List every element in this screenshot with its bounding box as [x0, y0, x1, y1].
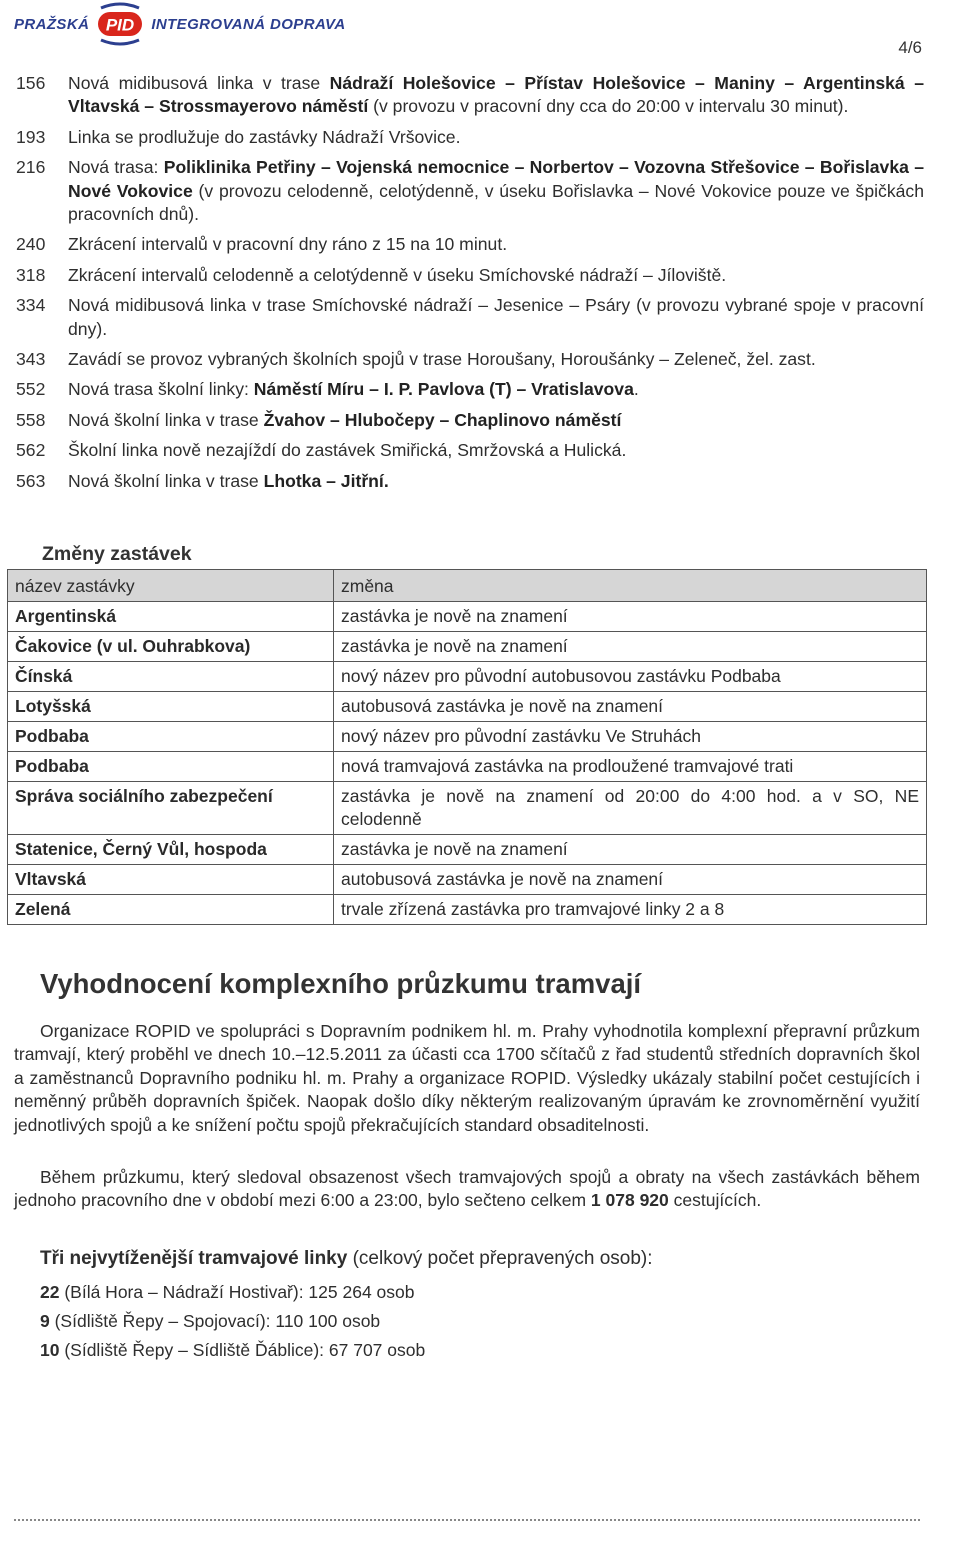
survey-paragraph-2: [14, 1166, 920, 1213]
table-row: [8, 632, 927, 662]
description-text: Nová školní linka v trase: [68, 470, 264, 491]
table-row: [8, 835, 927, 865]
stop-name: Vltavská: [8, 865, 334, 895]
list-item: [40, 1310, 425, 1333]
list-item: [16, 294, 924, 341]
line-number: 552: [16, 379, 46, 400]
line-description: [68, 294, 924, 341]
header-left-text: PRAŽSKÁ: [14, 15, 90, 33]
paragraph-text: Během průzkumu, který sledoval obsazenost všech tramvajových spojů a obraty na všech zastávkách během jednoho pracovního dne v období mezi 6:00 a 23:00, bylo sečteno celkem: [14, 1167, 920, 1211]
tram-line-number: 10: [40, 1340, 60, 1360]
stop-change: autobusová zastávka je nově na znamení: [334, 692, 927, 722]
stop-name: Podbaba: [8, 722, 334, 752]
tram-line-detail: (Sídliště Řepy – Spojovací): 110 100 osob: [49, 1311, 381, 1331]
table-row: [8, 782, 927, 835]
list-item: [16, 72, 924, 119]
line-description: [68, 126, 924, 149]
header-right-text: INTEGROVANÁ DOPRAVA: [151, 15, 346, 33]
description-text: .: [633, 379, 639, 400]
stop-name: Správa sociálního zabezpečení: [8, 782, 334, 835]
passenger-total: 1 078 920: [590, 1190, 669, 1211]
line-number: 343: [16, 349, 46, 370]
table-row: [8, 895, 927, 925]
stops-table: [7, 569, 927, 925]
description-text: Nová trasa:: [68, 157, 164, 178]
line-number: 562: [16, 440, 46, 461]
list-item: [16, 126, 924, 149]
page-header: [14, 2, 346, 46]
description-text: Školní linka nově nezajíždí do zastávek Smiřická, Smržovská a Hulická.: [68, 440, 627, 461]
logo-text: PID: [106, 15, 135, 35]
route-text: Náměstí Míru – I. P. Pavlova (T) – Vratislavova: [253, 379, 634, 400]
busiest-title-rest: (celkový počet přepravených osob):: [347, 1248, 653, 1269]
stop-change: nový název pro původní autobusovou zastávku Podbaba: [334, 662, 927, 692]
stop-change: autobusová zastávka je nově na znamení: [334, 865, 927, 895]
table-header-row: [8, 570, 927, 602]
survey-paragraph-1: Organizace ROPID ve spolupráci s Dopravním podnikem hl. m. Prahy vyhodnotila komplexní přepravní průzkum tramvají, který proběhl ve dnech 10.–12.5.2011 za účasti cca 1700 sčítačů z řad studentů středních dopravních škol a zaměstnanců Dopravního podniku hl. m. Prahy a organizace ROPID. Výsledky ukázaly stabilní počet cestujících i neměnný průběh dopravních špiček. Naopak došlo díky některým realizovaným úpravám ke zrovnoměrnění využití jednotlivých spojů a ke snížení počtu spojů překračujících standard obsaditelnosti.: [14, 1021, 920, 1135]
list-item: [16, 409, 924, 432]
line-number: 240: [16, 234, 46, 255]
line-description: [68, 156, 924, 226]
tram-line-number: 22: [40, 1282, 60, 1302]
line-description: [68, 470, 924, 493]
line-changes-list: [16, 72, 924, 500]
stop-change: zastávka je nově na znamení: [334, 835, 927, 865]
stop-change: trvale zřízená zastávka pro tramvajové linky 2 a 8: [334, 895, 927, 925]
list-item: [16, 439, 924, 462]
stop-name: Argentinská: [8, 602, 334, 632]
tram-line-number: 9: [40, 1311, 50, 1331]
description-text: Nová trasa školní linky:: [68, 379, 254, 400]
table-row: [8, 752, 927, 782]
list-item: [16, 264, 924, 287]
paragraph-text-end: cestujících.: [668, 1190, 762, 1211]
list-item: [16, 470, 924, 493]
route-text: Poliklinika Petřiny – Vojenská nemocnice – Norbertov – Vozovna Střešovice – Bořislavka – Nové Vokovice: [68, 157, 924, 201]
description-text: Nová školní linka v trase: [68, 409, 264, 430]
stop-change: zastávka je nově na znamení od 20:00 do 4:00 hod. a v SO, NE celodenně: [334, 782, 927, 835]
stop-name: Podbaba: [8, 752, 334, 782]
list-item: [40, 1339, 425, 1362]
line-number: 193: [16, 126, 46, 147]
list-item: [16, 348, 924, 371]
survey-title: Vyhodnocení komplexního průzkumu tramvají: [40, 968, 642, 999]
stop-change: zastávka je nově na znamení: [334, 632, 927, 662]
table-row: [8, 692, 927, 722]
list-item: [40, 1281, 425, 1304]
busiest-lines-list: [40, 1281, 425, 1368]
description-text: Zkrácení intervalů celodenně a celotýdenně v úseku Smíchovské nádraží – Jíloviště.: [68, 264, 727, 285]
list-item: [16, 156, 924, 226]
busiest-lines-title: [40, 1248, 653, 1270]
route-text: Žvahov – Hlubočepy – Chaplinovo náměstí: [263, 409, 622, 430]
description-text: Nová midibusová linka v trase: [68, 73, 330, 93]
table-row: [8, 722, 927, 752]
table-row: [8, 602, 927, 632]
line-description: [68, 439, 924, 462]
line-description: [68, 378, 924, 401]
line-description: [68, 409, 924, 432]
description-text: Nová midibusová linka v trase Smíchovské nádraží – Jesenice – Psáry (v provozu vybrané spoje v pracovní dny).: [68, 295, 924, 339]
description-text: Linka se prodlužuje do zastávky Nádraží Vršovice.: [68, 126, 461, 147]
stop-name: Lotyšská: [8, 692, 334, 722]
line-number: 216: [16, 157, 46, 178]
tram-line-detail: (Sídliště Řepy – Sídliště Ďáblice): 67 707 osob: [59, 1340, 426, 1360]
stop-change: zastávka je nově na znamení: [334, 602, 927, 632]
pid-logo: [93, 2, 147, 46]
column-header-stop-name: název zastávky: [8, 570, 334, 602]
busiest-title-bold: Tři nejvytíženější tramvajové linky: [40, 1248, 348, 1269]
footer-divider: [14, 1519, 920, 1521]
stop-name: Čínská: [8, 662, 334, 692]
table-row: [8, 865, 927, 895]
stop-name: Čakovice (v ul. Ouhrabkova): [8, 632, 334, 662]
stop-name: Statenice, Černý Vůl, hospoda: [8, 835, 334, 865]
description-text: (v provozu celodenně, celotýdenně, v úseku Bořislavka – Nové Vokovice pouze ve špičkách pracovních dnů).: [68, 180, 924, 225]
table-row: [8, 662, 927, 692]
stops-section-title: Změny zastávek: [42, 543, 192, 565]
line-number: 558: [16, 409, 46, 430]
line-description: [68, 264, 924, 287]
description-text: (v provozu v pracovní dny cca do 20:00 v intervalu 30 minut).: [368, 96, 849, 117]
route-text: Nádraží Holešovice – Přístav Holešovice – Maniny – Argentinská – Vltavská – Strossmayerovo náměstí: [68, 73, 924, 117]
line-number: 334: [16, 295, 46, 316]
line-number: 318: [16, 264, 46, 285]
list-item: [16, 378, 924, 401]
list-item: [16, 233, 924, 256]
description-text: Zkrácení intervalů v pracovní dny ráno z 15 na 10 minut.: [68, 234, 508, 255]
line-description: [68, 233, 924, 256]
tram-line-detail: (Bílá Hora – Nádraží Hostivař): 125 264 osob: [59, 1282, 415, 1302]
column-header-change: změna: [334, 570, 927, 602]
description-text: Zavádí se provoz vybraných školních spojů v trase Horoušany, Horoušánky – Zeleneč, žel. zast.: [68, 349, 816, 370]
line-number: 563: [16, 470, 46, 491]
stop-change: nová tramvajová zastávka na prodloužené tramvajové trati: [334, 752, 927, 782]
page-number: 4/6: [898, 38, 922, 57]
line-number: 156: [16, 73, 46, 93]
line-description: [68, 348, 924, 371]
stop-name: Zelená: [8, 895, 334, 925]
stop-change: nový název pro původní zastávku Ve Struhách: [334, 722, 927, 752]
route-text: Lhotka – Jitřní.: [263, 470, 389, 491]
line-description: [68, 72, 924, 119]
